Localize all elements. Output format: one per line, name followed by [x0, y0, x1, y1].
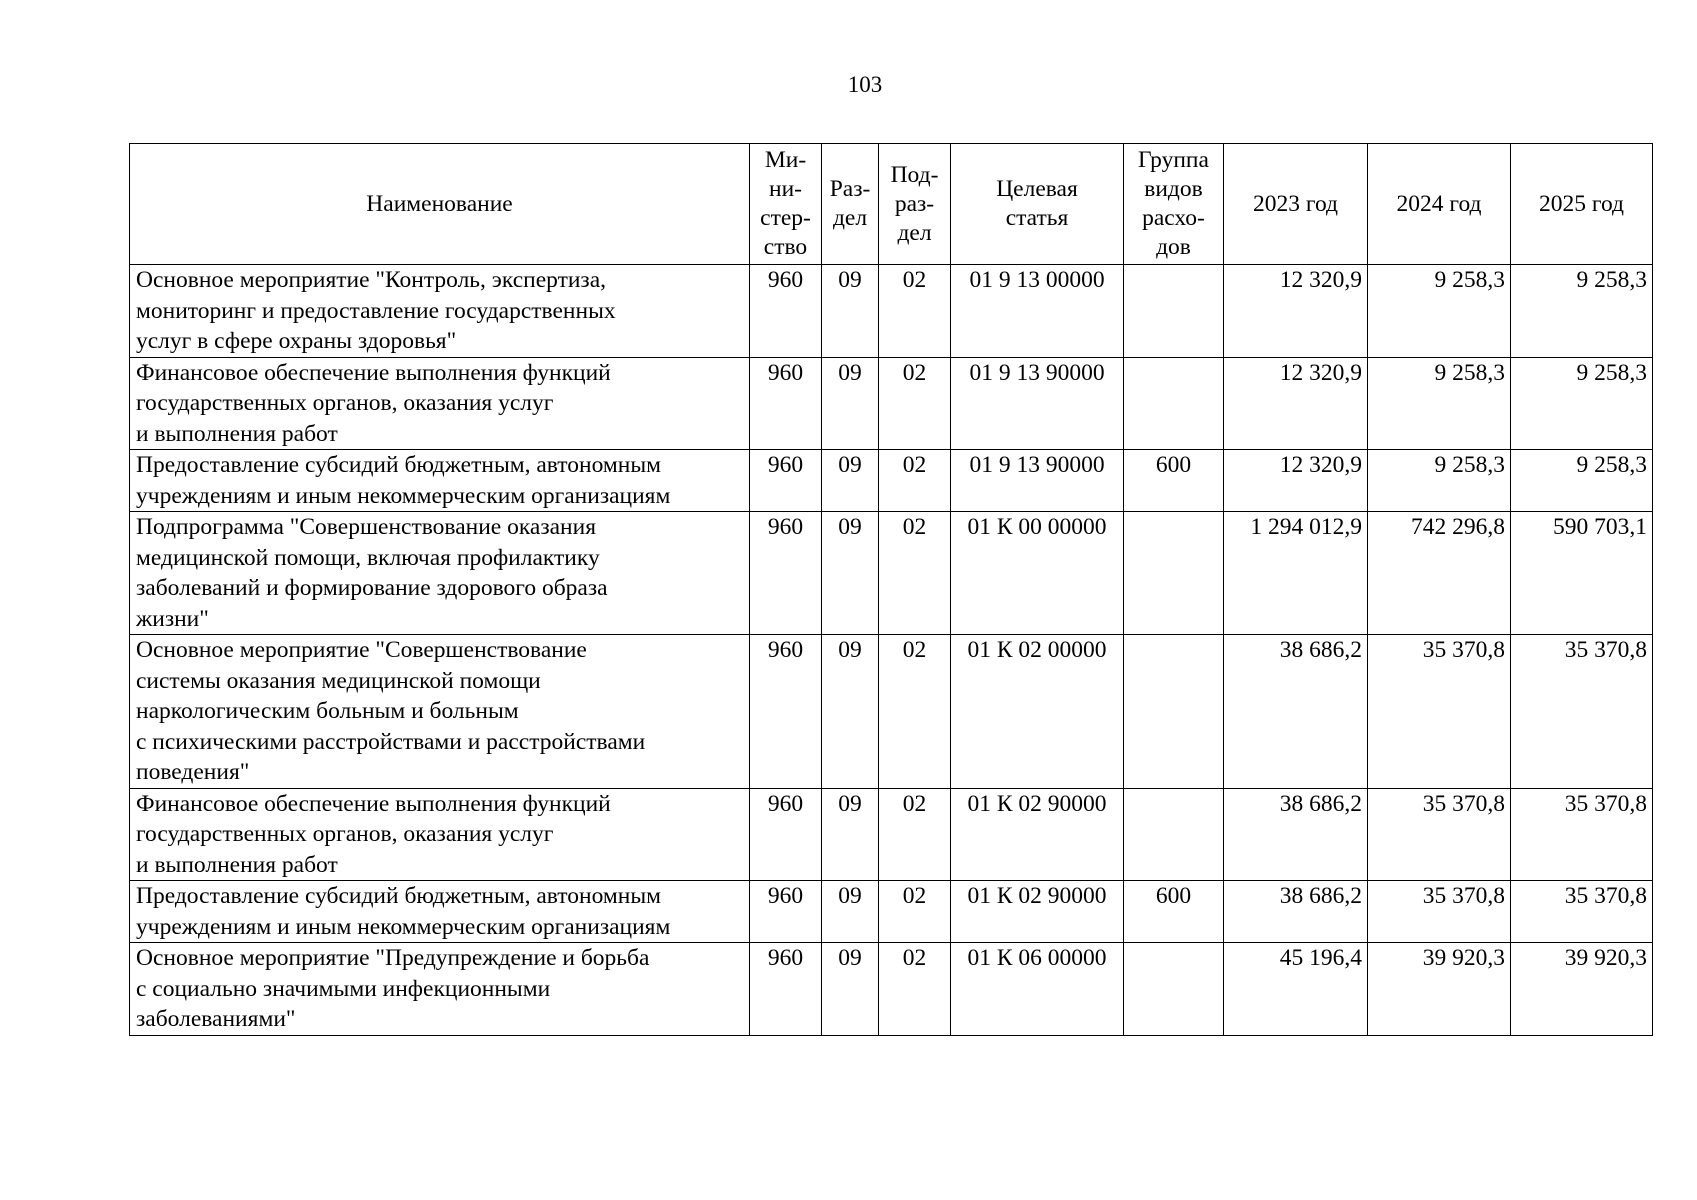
header-name: Наименование: [130, 144, 750, 265]
cell-section: 09: [822, 512, 879, 635]
cell-2025: 590 703,1: [1511, 512, 1653, 635]
cell-name: Основное мероприятие "Контроль, экспертиза, мониторинг и предоставление государственных услуг в сфере охраны здоровья": [130, 265, 750, 358]
cell-subsection: 02: [879, 512, 951, 635]
cell-ministry: 960: [750, 357, 822, 450]
cell-2024: 742 296,8: [1368, 512, 1511, 635]
header-ministry: Ми- ни- стер- ство: [750, 144, 822, 265]
cell-target: 01 К 02 90000: [951, 788, 1124, 881]
table-row: [130, 512, 1653, 635]
cell-name: Основное мероприятие "Предупреждение и борьба с социально значимыми инфекционными заболеваниями": [130, 943, 750, 1036]
header-target: Целевая статья: [951, 144, 1124, 265]
cell-subsection: 02: [879, 357, 951, 450]
cell-2023: 38 686,2: [1224, 788, 1368, 881]
cell-section: 09: [822, 450, 879, 512]
cell-ministry: 960: [750, 881, 822, 943]
header-row: [130, 144, 1653, 265]
cell-expense-group: [1124, 788, 1224, 881]
cell-section: 09: [822, 881, 879, 943]
header-expense-group: Группа видов расхо- дов: [1124, 144, 1224, 265]
cell-expense-group: [1124, 357, 1224, 450]
cell-2023: 38 686,2: [1224, 635, 1368, 789]
cell-subsection: 02: [879, 635, 951, 789]
cell-2025: 9 258,3: [1511, 450, 1653, 512]
cell-2023: 1 294 012,9: [1224, 512, 1368, 635]
cell-ministry: 960: [750, 450, 822, 512]
table-row: [130, 881, 1653, 943]
cell-2024: 9 258,3: [1368, 450, 1511, 512]
header-subsection: Под- раз- дел: [879, 144, 951, 265]
cell-name: Финансовое обеспечение выполнения функций государственных органов, оказания услуг и выполнения работ: [130, 357, 750, 450]
header-year-2023: 2023 год: [1224, 144, 1368, 265]
header-year-2024: 2024 год: [1368, 144, 1511, 265]
cell-2025: 9 258,3: [1511, 265, 1653, 358]
cell-expense-group: [1124, 635, 1224, 789]
cell-section: 09: [822, 265, 879, 358]
cell-section: 09: [822, 788, 879, 881]
cell-subsection: 02: [879, 265, 951, 358]
cell-section: 09: [822, 635, 879, 789]
cell-target: 01 9 13 90000: [951, 357, 1124, 450]
cell-target: 01 К 06 00000: [951, 943, 1124, 1036]
cell-subsection: 02: [879, 943, 951, 1036]
cell-2025: 35 370,8: [1511, 635, 1653, 789]
cell-2023: 12 320,9: [1224, 450, 1368, 512]
cell-ministry: 960: [750, 943, 822, 1036]
cell-2023: 12 320,9: [1224, 357, 1368, 450]
cell-2024: 35 370,8: [1368, 881, 1511, 943]
cell-name: Финансовое обеспечение выполнения функций государственных органов, оказания услуг и выполнения работ: [130, 788, 750, 881]
cell-expense-group: [1124, 943, 1224, 1036]
cell-2023: 45 196,4: [1224, 943, 1368, 1036]
cell-expense-group: [1124, 265, 1224, 358]
cell-2024: 35 370,8: [1368, 788, 1511, 881]
cell-section: 09: [822, 943, 879, 1036]
header-year-2025: 2025 год: [1511, 144, 1653, 265]
cell-expense-group: [1124, 512, 1224, 635]
cell-2025: 35 370,8: [1511, 788, 1653, 881]
table-row: [130, 450, 1653, 512]
table-row: [130, 788, 1653, 881]
table-row: [130, 357, 1653, 450]
cell-expense-group: 600: [1124, 881, 1224, 943]
page-number: 103: [847, 72, 883, 97]
cell-2025: 9 258,3: [1511, 357, 1653, 450]
cell-2025: 35 370,8: [1511, 881, 1653, 943]
cell-subsection: 02: [879, 450, 951, 512]
cell-expense-group: 600: [1124, 450, 1224, 512]
cell-name: Предоставление субсидий бюджетным, автономным учреждениям и иным некоммерческим организациям: [130, 881, 750, 943]
table-row: [130, 943, 1653, 1036]
cell-target: 01 9 13 90000: [951, 450, 1124, 512]
cell-name: Подпрограмма "Совершенствование оказания медицинской помощи, включая профилактику заболеваний и формирование здорового образа жизни": [130, 512, 750, 635]
cell-subsection: 02: [879, 881, 951, 943]
cell-subsection: 02: [879, 788, 951, 881]
cell-ministry: 960: [750, 788, 822, 881]
cell-2024: 39 920,3: [1368, 943, 1511, 1036]
cell-target: 01 К 00 00000: [951, 512, 1124, 635]
cell-section: 09: [822, 357, 879, 450]
cell-target: 01 9 13 00000: [951, 265, 1124, 358]
cell-ministry: 960: [750, 265, 822, 358]
cell-name: Предоставление субсидий бюджетным, автономным учреждениям и иным некоммерческим организациям: [130, 450, 750, 512]
cell-2023: 12 320,9: [1224, 265, 1368, 358]
cell-ministry: 960: [750, 512, 822, 635]
cell-2023: 38 686,2: [1224, 881, 1368, 943]
table-row: [130, 265, 1653, 358]
cell-2025: 39 920,3: [1511, 943, 1653, 1036]
cell-2024: 35 370,8: [1368, 635, 1511, 789]
cell-ministry: 960: [750, 635, 822, 789]
cell-name: Основное мероприятие "Совершенствование системы оказания медицинской помощи наркологическим больным и больным с психическими расстройствами и расстройствами поведения": [130, 635, 750, 789]
cell-2024: 9 258,3: [1368, 265, 1511, 358]
budget-table: [129, 143, 1653, 1036]
cell-target: 01 К 02 90000: [951, 881, 1124, 943]
cell-target: 01 К 02 00000: [951, 635, 1124, 789]
cell-2024: 9 258,3: [1368, 357, 1511, 450]
table-row: [130, 635, 1653, 789]
header-section: Раз- дел: [822, 144, 879, 265]
